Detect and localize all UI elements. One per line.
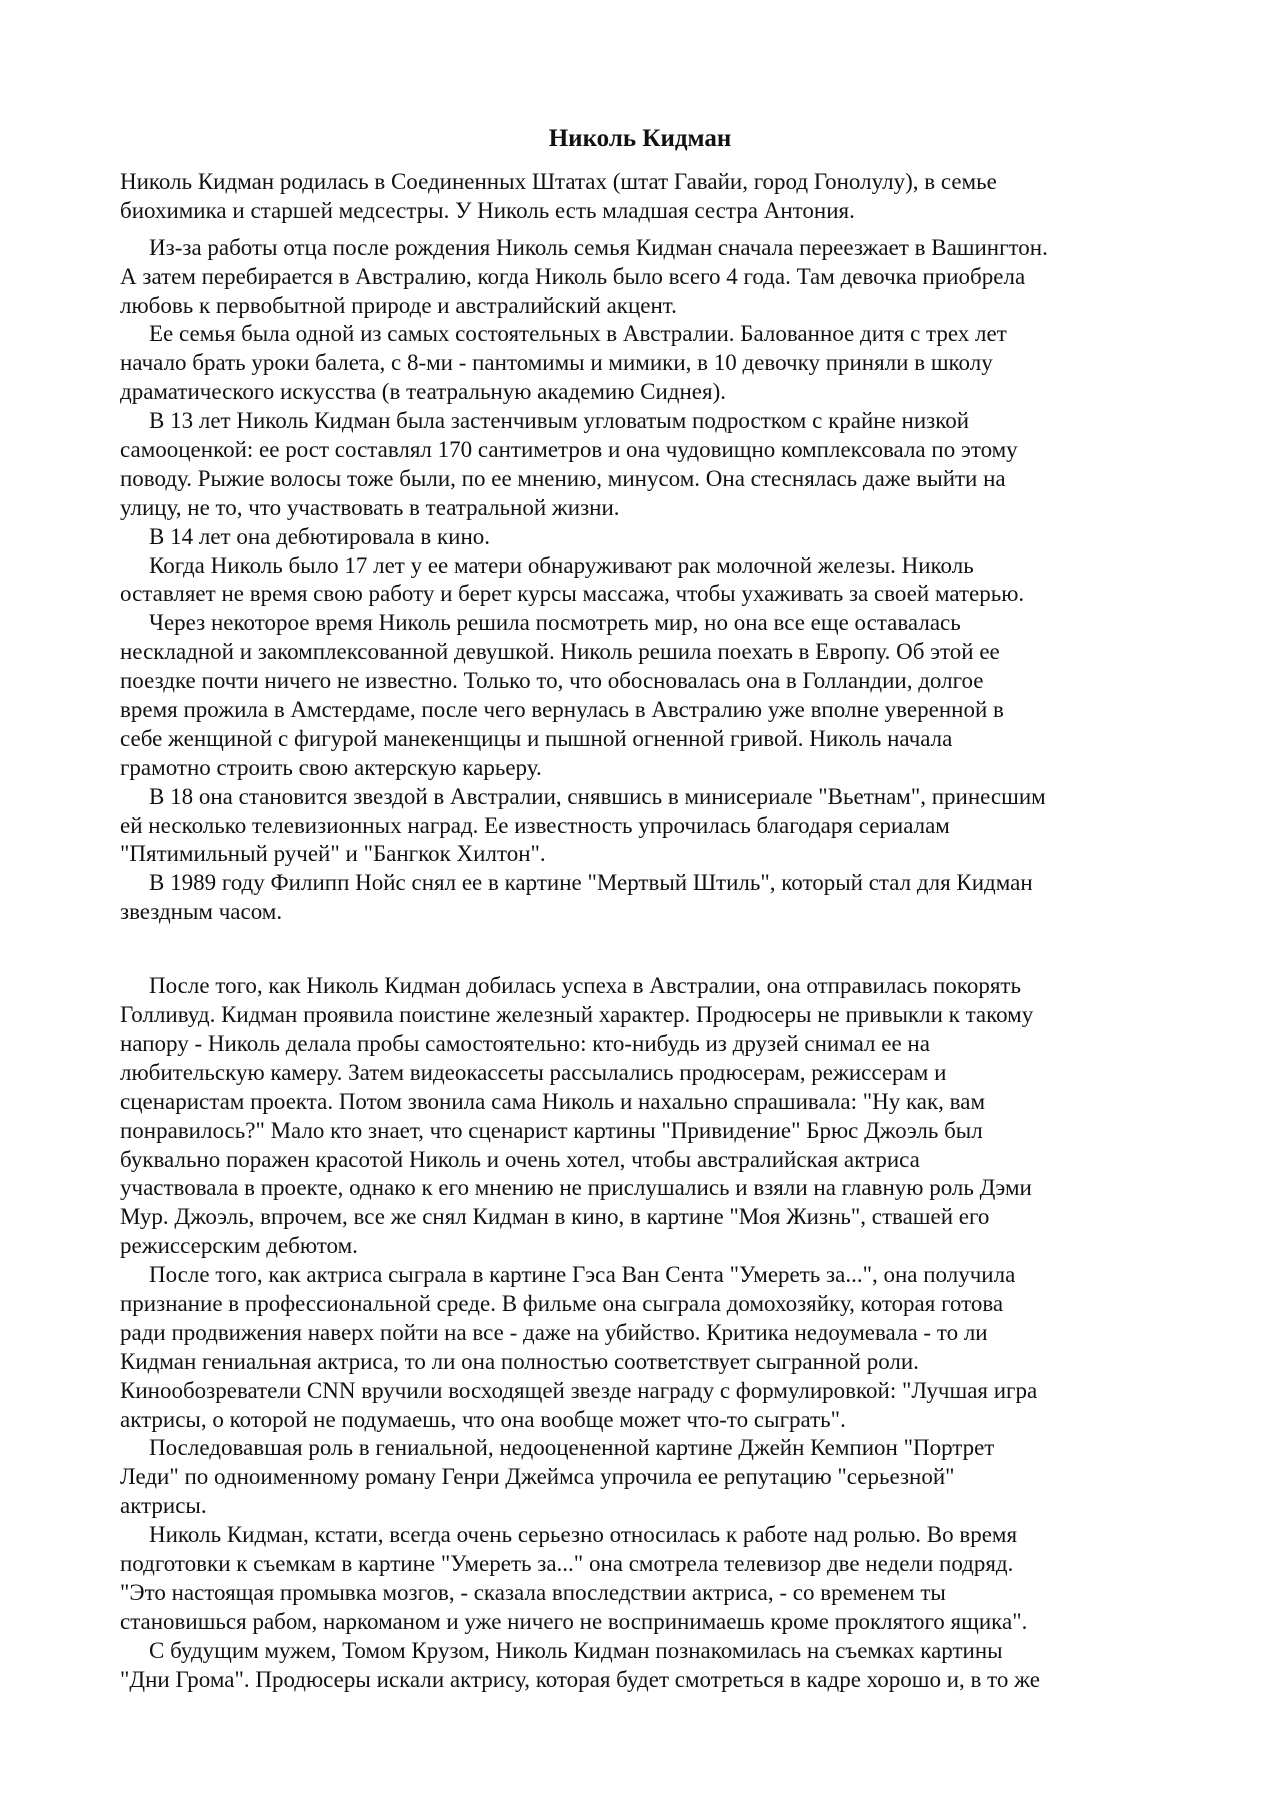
paragraph: [120, 234, 1180, 321]
paragraph: [120, 609, 1180, 782]
text-line: становишься рабом, наркоманом и уже ничего не воспринимаешь кроме проклятого ящика".: [120, 1608, 1028, 1634]
text-line: Последовавшая роль в гениальной, недооцененной картине Джейн Кемпион "Портрет: [149, 1435, 995, 1461]
text-line: самооценкой: ее рост составлял 170 сантиметров и она чудовищно комплексовала по этому: [120, 437, 1018, 463]
text-line: "Дни Грома". Продюсеры искали актрису, которая будет смотреться в кадре хорошо и, в то же: [120, 1666, 1040, 1692]
text-line: звездным часом.: [120, 899, 283, 925]
text-line: себе женщиной с фигурой манекенщицы и пышной огненной гривой. Николь начала: [120, 725, 953, 751]
text-line: грамотно строить свою актерскую карьеру.: [120, 754, 542, 780]
text-line: время прожила в Амстердаме, после чего вернулась в Австралию уже вполне уверенной в: [120, 697, 1004, 723]
text-line: Кинообозреватели CNN вручили восходящей звезде награду с формулировкой: "Лучшая игра: [120, 1377, 1038, 1403]
text-line: сценаристам проекта. Потом звонила сама Николь и нахально спрашивала: "Ну как, вам: [120, 1088, 985, 1114]
paragraph: [120, 407, 1180, 523]
text-line: режиссерским дебютом.: [120, 1233, 358, 1259]
paragraph: [120, 1434, 1180, 1521]
text-line: биохимика и старшей медсестры. У Николь есть младшая сестра Антония.: [120, 197, 855, 223]
text-line: поводу. Рыжие волосы тоже были, по ее мнению, минусом. Она стеснялась даже выйти на: [120, 465, 1006, 491]
paragraph: [120, 1521, 1180, 1637]
text-line: подготовки к съемкам в картине "Умереть за..." она смотрела телевизор две недели подряд.: [120, 1550, 1014, 1576]
text-line: Леди" по одноименному роману Генри Джеймса упрочила ее репутацию "серьезной": [120, 1464, 955, 1490]
text-line: ей несколько телевизионных наград. Ее известность упрочилась благодаря сериалам: [120, 812, 950, 838]
paragraph: [120, 1637, 1180, 1695]
text-line: С будущим мужем, Томом Крузом, Николь Кидман познакомилась на съемках картины: [149, 1637, 1003, 1663]
text-line: В 18 она становится звездой в Австралии, снявшись в минисериале "Вьетнам", принесшим: [149, 783, 1046, 809]
paragraph: [120, 552, 1180, 610]
paragraph: [120, 320, 1180, 407]
text-line: любовь к первобытной природе и австралийский акцент.: [120, 292, 677, 318]
text-line: Когда Николь было 17 лет у ее матери обнаруживают рак молочной железы. Николь: [149, 552, 974, 578]
text-line: понравилось?" Мало кто знает, что сценарист картины "Привидение" Брюс Джоэль был: [120, 1117, 983, 1143]
paragraph: [120, 1261, 1180, 1434]
text-line: А затем перебирается в Австралию, когда Николь было всего 4 года. Там девочка приобрела: [120, 263, 1026, 289]
paragraph: [120, 168, 1180, 226]
paragraph: [120, 972, 1180, 1261]
paragraph: [120, 869, 1180, 927]
text-line: В 14 лет она дебютировала в кино.: [149, 523, 491, 549]
text-line: Кидман гениальная актриса, то ли она полностью соответствует сыгранной роли.: [120, 1348, 919, 1374]
text-line: участвовала в проекте, однако к его мнению не прислушались и взяли на главную роль Дэми: [120, 1175, 1032, 1201]
text-line: "Пятимильный ручей" и "Бангкок Хилтон".: [120, 841, 546, 867]
text-line: В 1989 году Филипп Нойс снял ее в картине "Мертвый Штиль", который стал для Кидман: [149, 870, 1033, 896]
text-line: улицу, не то, что участвовать в театральной жизни.: [120, 494, 620, 520]
text-line: напору - Николь делала пробы самостоятельно: кто-нибудь из друзей снимал ее на: [120, 1030, 930, 1056]
text-line: актрисы.: [120, 1493, 207, 1519]
text-line: "Это настоящая промывка мозгов, - сказала впоследствии актриса, - со временем ты: [120, 1579, 946, 1605]
text-line: Николь Кидман родилась в Соединенных Штатах (штат Гавайи, город Гонолулу), в семье: [120, 169, 997, 194]
text-line: Ее семья была одной из самых состоятельных в Австралии. Балованное дитя с трех лет: [149, 321, 1007, 347]
document-body: [120, 168, 1180, 1694]
text-line: ради продвижения наверх пойти на все - даже на убийство. Критика недоумевала - то ли: [120, 1319, 988, 1345]
paragraph: [120, 783, 1180, 870]
text-line: начало брать уроки балета, с 8-ми - пантомимы и мимики, в 10 девочку приняли в школу: [120, 350, 993, 376]
text-line: поездке почти ничего не известно. Только то, что обосновалась она в Голландии, долгое: [120, 668, 984, 694]
text-line: Мур. Джоэль, впрочем, все же снял Кидман в кино, в картине "Моя Жизнь", ствашей его: [120, 1204, 990, 1230]
document-title: Николь Кидман: [548, 125, 732, 152]
text-line: буквально поражен красотой Николь и очень хотел, чтобы австралийская актриса: [120, 1146, 920, 1172]
text-line: Из-за работы отца после рождения Николь семья Кидман сначала переезжает в Вашингтон.: [149, 234, 1048, 260]
text-line: Через некоторое время Николь решила посмотреть мир, но она все еще оставалась: [149, 610, 961, 636]
text-line: После того, как Николь Кидман добилась успеха в Австралии, она отправилась покорять: [149, 973, 1021, 999]
text-line: Голливуд. Кидман проявила поистине железный характер. Продюсеры не привыкли к такому: [120, 1002, 1034, 1028]
text-line: В 13 лет Николь Кидман была застенчивым угловатым подростком с крайне низкой: [149, 408, 970, 434]
text-line: драматического искусства (в театральную академию Сиднея).: [120, 379, 726, 405]
text-line: нескладной и закомплексованной девушкой. Николь решила поехать в Европу. Об этой ее: [120, 639, 1000, 665]
text-line: любительскую камеру. Затем видеокассеты рассылались продюсерам, режиссерам и: [120, 1059, 947, 1085]
text-line: Николь Кидман, кстати, всегда очень серьезно относилась к работе над ролью. Во время: [149, 1522, 1018, 1548]
text-line: актрисы, о которой не подумаешь, что она вообще может что-то сыграть".: [120, 1406, 846, 1432]
text-line: оставляет не время свою работу и берет курсы массажа, чтобы ухаживать за своей матерью.: [120, 581, 1025, 607]
text-line: После того, как актриса сыграла в картине Гэса Ван Сента "Умереть за...", она получила: [149, 1262, 1016, 1288]
text-line: признание в профессиональной среде. В фильме она сыграла домохозяйку, которая готова: [120, 1290, 1004, 1316]
paragraph: [120, 523, 1180, 552]
